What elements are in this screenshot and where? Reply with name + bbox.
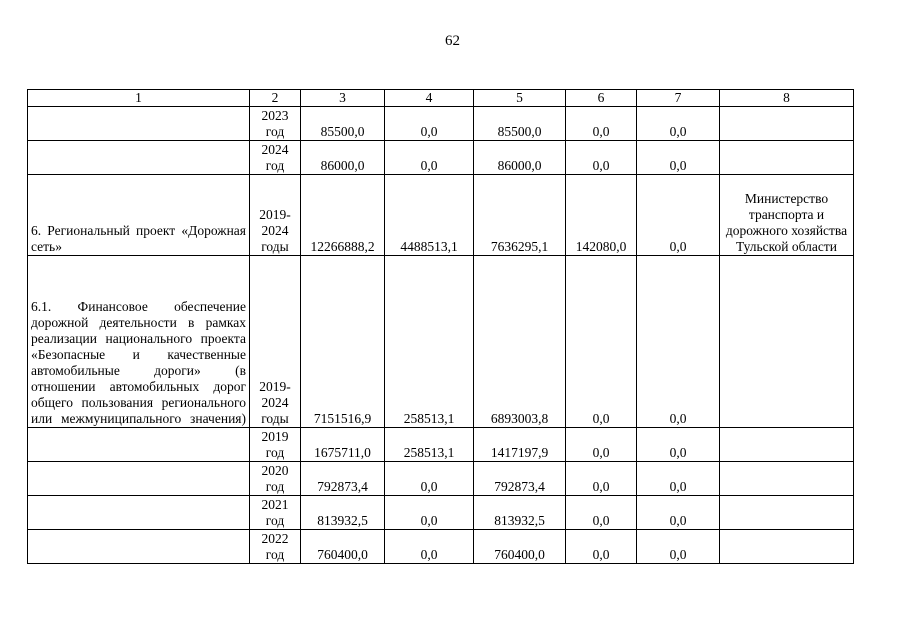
column-header: 6 [566,90,637,107]
value-cell: 0,0 [566,107,637,141]
executor-cell [720,428,854,462]
period-cell: 2023 год [250,107,301,141]
executor-cell [720,256,854,428]
value-cell: 86000,0 [474,141,566,175]
value-cell: 0,0 [566,428,637,462]
value-cell: 0,0 [385,462,474,496]
period-cell: 2024 год [250,141,301,175]
name-cell [28,107,250,141]
value-cell: 0,0 [637,428,720,462]
value-cell: 0,0 [385,141,474,175]
value-cell: 7151516,9 [301,256,385,428]
value-cell: 0,0 [637,175,720,256]
column-header: 3 [301,90,385,107]
period-cell: 2021 год [250,496,301,530]
value-cell: 0,0 [566,256,637,428]
executor-cell [720,462,854,496]
executor-cell [720,530,854,564]
value-cell: 0,0 [566,496,637,530]
column-header: 2 [250,90,301,107]
value-cell: 85500,0 [474,107,566,141]
value-cell: 0,0 [385,530,474,564]
value-cell: 813932,5 [474,496,566,530]
column-header: 5 [474,90,566,107]
value-cell: 1675711,0 [301,428,385,462]
value-cell: 4488513,1 [385,175,474,256]
value-cell: 0,0 [566,462,637,496]
table-row [28,530,854,564]
page-number: 62 [445,33,460,49]
table-row [28,462,854,496]
name-cell: 6.1. Финансовое обеспечение дорожной деятельности в рамках реализации национального проекта «Безопасные и качественные автомобильные дороги» (в отношении автомобильных дорог общего пользования регионального или межмуниципального значения) [28,256,250,428]
executor-cell [720,107,854,141]
name-cell [28,428,250,462]
value-cell: 85500,0 [301,107,385,141]
value-cell: 142080,0 [566,175,637,256]
value-cell: 760400,0 [474,530,566,564]
column-header: 1 [28,90,250,107]
table-row [28,256,854,428]
header-row [28,90,854,107]
value-cell: 0,0 [385,496,474,530]
executor-cell [720,496,854,530]
name-cell: 6. Региональный проект «Дорожная сеть» [28,175,250,256]
period-cell: 2022 год [250,530,301,564]
table-row [28,175,854,256]
value-cell: 0,0 [637,496,720,530]
value-cell: 0,0 [566,530,637,564]
column-header: 4 [385,90,474,107]
table-row [28,107,854,141]
period-cell: 2020 год [250,462,301,496]
name-cell [28,530,250,564]
table-row [28,496,854,530]
value-cell: 813932,5 [301,496,385,530]
value-cell: 258513,1 [385,256,474,428]
period-cell: 2019 год [250,428,301,462]
value-cell: 1417197,9 [474,428,566,462]
value-cell: 6893003,8 [474,256,566,428]
column-header: 8 [720,90,854,107]
value-cell: 0,0 [637,530,720,564]
period-cell: 2019-2024 годы [250,175,301,256]
period-cell: 2019-2024 годы [250,256,301,428]
value-cell: 792873,4 [474,462,566,496]
column-header: 7 [637,90,720,107]
value-cell: 0,0 [637,462,720,496]
value-cell: 0,0 [385,107,474,141]
value-cell: 86000,0 [301,141,385,175]
value-cell: 0,0 [637,107,720,141]
value-cell: 258513,1 [385,428,474,462]
value-cell: 7636295,1 [474,175,566,256]
table-row [28,428,854,462]
value-cell: 760400,0 [301,530,385,564]
executor-cell [720,141,854,175]
budget-table [27,89,854,564]
value-cell: 12266888,2 [301,175,385,256]
value-cell: 0,0 [637,256,720,428]
name-cell [28,496,250,530]
executor-cell: Министерство транспорта и дорожного хозяйства Тульской области [720,175,854,256]
value-cell: 792873,4 [301,462,385,496]
value-cell: 0,0 [566,141,637,175]
name-cell [28,462,250,496]
table-row [28,141,854,175]
name-cell [28,141,250,175]
value-cell: 0,0 [637,141,720,175]
